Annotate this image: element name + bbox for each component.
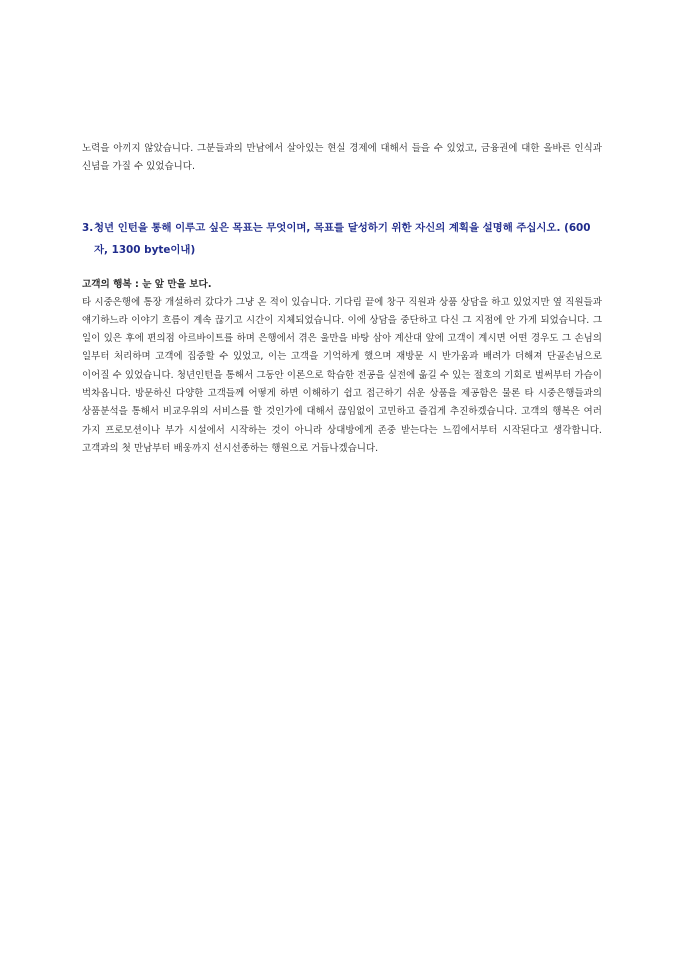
intro-paragraph: 노력을 아끼지 않았습니다. 그분들과의 만남에서 살아있는 현실 경제에 대해서 들을 수 있었고, 금융권에 대한 올바른 인식과 신념을 가질 수 있었습니다. (82, 143, 602, 173)
answer-title: 고객의 행복 : 눈 앞 만을 보다. (82, 278, 212, 290)
question-heading (82, 217, 602, 261)
answer-body: 타 시중은행에 통장 개설하러 갔다가 그냥 온 적이 있습니다. 기다림 끝에 창구 직원과 상품 상담을 하고 있었지만 옆 직원들과 얘기하느라 이야기 흐름이 계속 끊기고 시간이 지체되었습니다. 이에 상담을 중단하고 다신 그 지점에 안 가게 되었습니다. 그 일이 있은 후에 편의점 아르바이트를 하며 은행에서 겪은 울만을 바탕 삼아 계산대 앞에 고객이 계시면 어떤 경우도 그 손님의 일부터 처리하며 고객에 집중할 수 있었고, 이는 고객을 기억하게 했으며 재방문 시 반가움과 배려가 더해져 단골손님으로 이어질 수 있었습니다. 청년인턴을 통해서 그동안 이론으로 학습한 전공을 실전에 옮길 수 있는 절호의 기회로 벌써부터 가슴이 벅차옵니다. 방문하신 다양한 고객들께 어떻게 하면 이해하기 쉽고 접근하기 쉬운 상품을 제공함은 물론 타 시중은행들과의 상품분석을 통해서 비교우위의 서비스를 할 것인가에 대해서 끊임없이 고민하고 즐겁게 추진하겠습니다. 고객의 행복은 여러 가지 프로모션이나 부가 시설에서 시작하는 것이 아니라 상대방에게 존중 받는다는 느낌에서부터 시작된다고 생각합니다. 고객과의 첫 만남부터 배웅까지 선시선종하는 행원으로 거듭나겠습니다. (82, 296, 602, 454)
question-number: 3. (82, 221, 94, 234)
document-page (82, 140, 602, 458)
question-text: 청년 인턴을 통해 이루고 싶은 목표는 무엇이며, 목표를 달성하기 위한 자신의 계획을 설명해 주십시오. (600자, 1300 byte이내) (94, 221, 591, 256)
